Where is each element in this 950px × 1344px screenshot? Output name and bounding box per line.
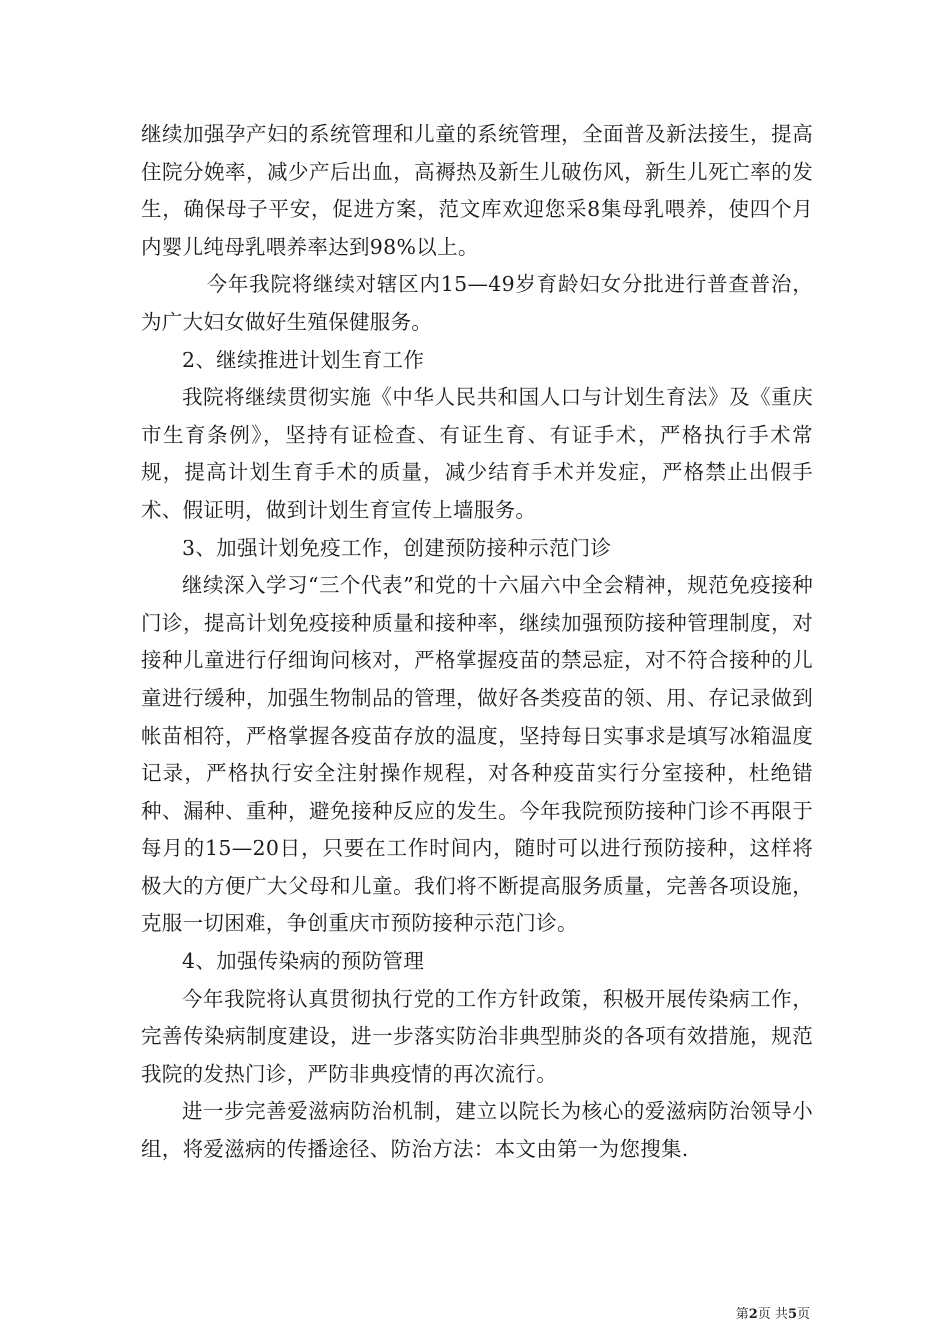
document-body [141, 116, 813, 1169]
paragraph-women-screening: 今年我院将继续对辖区内15—49岁育龄妇女分批进行普查普治，为广大妇女做好生殖保健服务。 [141, 272, 813, 334]
footer-prefix: 第 [735, 1307, 749, 1322]
footer-suffix: 页 [796, 1307, 810, 1322]
page-number-footer [680, 1307, 810, 1323]
footer-current-page: 2 [748, 1307, 758, 1322]
paragraph-infectious-disease: 今年我院将认真贯彻执行党的工作方针政策，积极开展传染病工作，完善传染病制度建设，进一步落实防治非典型肺炎的各项有效措施，规范我院的发热门诊，严防非典疫情的再次流行。 [141, 986, 813, 1086]
paragraph-aids-prevention: 进一步完善爱滋病防治机制，建立以院长为核心的爱滋病防治领导小组，将爱滋病的传播途径、防治方法：本文由第一为您搜集. [141, 1099, 813, 1162]
paragraph-family-planning: 我院将继续贯彻实施《中华人民共和国人口与计划生育法》及《重庆市生育条例》，坚持有证检查、有证生育、有证手术，严格执行手术常规，提高计划生育手术的质量，减少结育手术并发症，严格禁止出假手术、假证明，做到计划生育宣传上墙服务。 [141, 385, 813, 522]
section-heading-family-planning: 2、继续推进计划生育工作 [182, 347, 425, 372]
section-heading-immunization: 3、加强计划免疫工作，创建预防接种示范门诊 [182, 535, 612, 560]
paragraph-immunization: 继续深入学习“三个代表”和党的十六届六中全会精神，规范免疫接种门诊，提高计划免疫接种质量和接种率，继续加强预防接种管理制度，对接种儿童进行仔细询问核对，严格掌握疫苗的禁忌症，对不符合接种的儿童进行缓种，加强生物制品的管理，做好各类疫苗的领、用、存记录做到帐苗相符，严格掌握各疫苗存放的温度，坚持每日实事求是填写冰箱温度记录，严格执行安全注射操作规程，对各种疫苗实行分室接种，杜绝错种、漏种、重种，避免接种反应的发生。今年我院预防接种门诊不再限于每月的15—20日，只要在工作时间内，随时可以进行预防接种，这样将极大的方便广大父母和儿童。我们将不断提高服务质量，完善各项设施，克服一切困难，争创重庆市预防接种示范门诊。 [141, 573, 813, 936]
footer-total-pages: 5 [787, 1307, 797, 1322]
paragraph-maternal-care: 继续加强孕产妇的系统管理和儿童的系统管理，全面普及新法接生，提高住院分娩率，减少产后出血，高褥热及新生儿破伤风，新生儿死亡率的发生，确保母子平安，促进方案，范文库欢迎您采8集母乳喂养，使四个月内婴儿纯母乳喂养率达到98%以上。 [141, 122, 813, 259]
section-heading-infectious-disease: 4、加强传染病的预防管理 [182, 949, 425, 974]
footer-middle: 页 共 [757, 1307, 788, 1322]
